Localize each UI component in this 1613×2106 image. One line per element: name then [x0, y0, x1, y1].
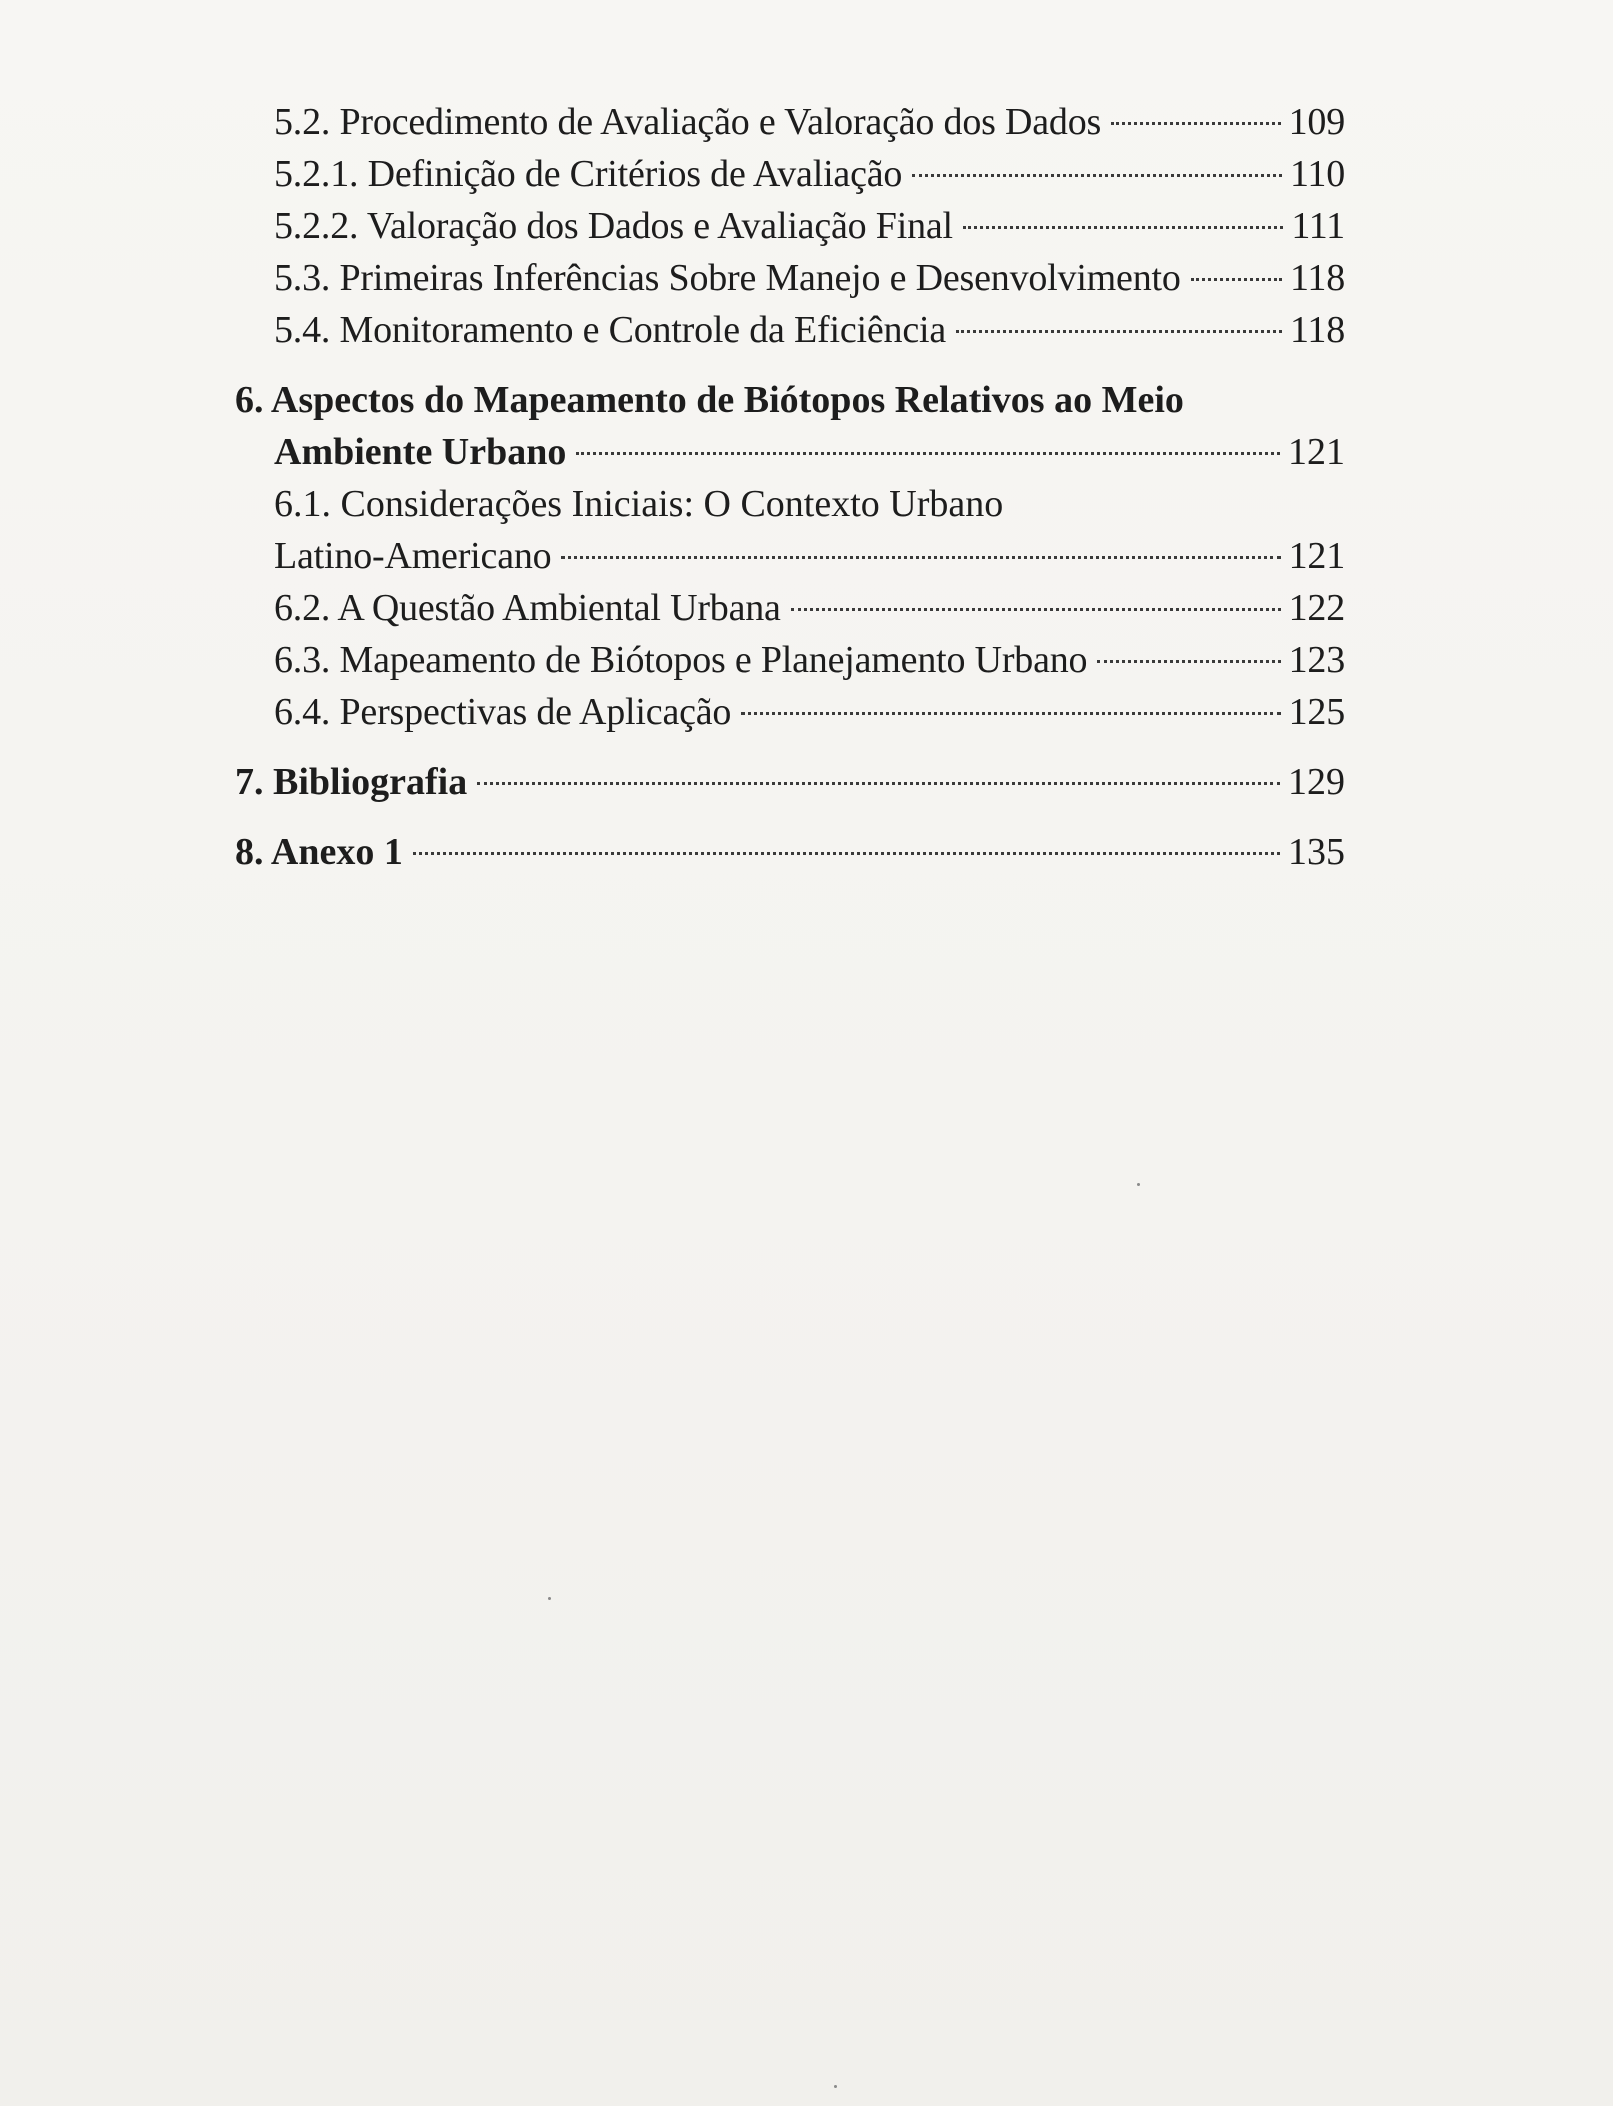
toc-entry-label: 5.3. Primeiras Inferências Sobre Manejo e Desenvolvimento	[274, 257, 1181, 299]
toc-entry-5-2-1[interactable]	[235, 148, 1345, 200]
dot-leader	[963, 226, 1284, 229]
toc-entry-page: 118	[1290, 257, 1345, 299]
toc-entry-page: 118	[1290, 309, 1345, 351]
toc-entry-continuation	[235, 530, 1345, 582]
toc-entry-5-4[interactable]	[235, 304, 1345, 356]
toc-entry-label: 5.4. Monitoramento e Controle da Eficiência	[274, 309, 947, 351]
toc-entry-5-3[interactable]	[235, 252, 1345, 304]
toc-entry-label: 5.2.2. Valoração dos Dados e Avaliação Final	[274, 205, 953, 247]
dot-leader	[956, 330, 1282, 333]
toc-entry-label: 7. Bibliografia	[235, 761, 468, 803]
toc-entry-page: 111	[1291, 205, 1345, 247]
dot-leader	[413, 852, 1280, 855]
toc-entry-label: 6.1. Considerações Iniciais: O Contexto Urbano	[274, 483, 1004, 525]
paper-speck	[548, 1597, 551, 1600]
dot-leader	[1111, 122, 1280, 125]
toc-entry-label: 5.2. Procedimento de Avaliação e Valoração dos Dados	[274, 101, 1102, 143]
toc-entry-page: 123	[1288, 639, 1345, 681]
toc-entry-page: 135	[1288, 831, 1345, 873]
toc-entry-label: Latino-Americano	[274, 535, 552, 577]
toc-entry-5-2-2[interactable]	[235, 200, 1345, 252]
toc-entry-5-2[interactable]	[235, 96, 1345, 148]
toc-entry-label: 5.2.1. Definição de Critérios de Avaliação	[274, 153, 903, 195]
toc-entry-6-2[interactable]	[235, 582, 1345, 634]
toc-entry-page: 109	[1288, 101, 1345, 143]
toc-entry-6-4[interactable]	[235, 686, 1345, 738]
table-of-contents	[235, 96, 1345, 878]
toc-entry-page: 125	[1288, 691, 1345, 733]
toc-entry-page: 122	[1288, 587, 1345, 629]
paper-speck	[834, 2085, 837, 2088]
chapter-title-line: Ambiente Urbano	[274, 431, 567, 473]
toc-entry-6-1[interactable]	[235, 478, 1345, 582]
dot-leader	[576, 452, 1280, 455]
toc-entry-page: 121	[1288, 431, 1345, 473]
paper-speck	[1137, 1183, 1140, 1186]
dot-leader	[912, 174, 1282, 177]
dot-leader	[561, 556, 1280, 559]
toc-chapter-6[interactable]	[235, 374, 1345, 478]
toc-chapter-7[interactable]	[235, 756, 1345, 808]
toc-entry-6-3[interactable]	[235, 634, 1345, 686]
toc-entry-label: 6.2. A Questão Ambiental Urbana	[274, 587, 781, 629]
dot-leader	[791, 608, 1281, 611]
toc-entry-label: 6.3. Mapeamento de Biótopos e Planejamento Urbano	[274, 639, 1088, 681]
toc-entry-label: 8. Anexo 1	[235, 831, 403, 873]
dot-leader	[1097, 660, 1280, 663]
toc-entry-label: 6.4. Perspectivas de Aplicação	[274, 691, 732, 733]
toc-chapter-8[interactable]	[235, 826, 1345, 878]
dot-leader	[1191, 278, 1282, 281]
toc-entry-page: 129	[1288, 761, 1345, 803]
chapter-title-line: 6. Aspectos do Mapeamento de Biótopos Relativos ao Meio	[235, 379, 1184, 421]
dot-leader	[477, 782, 1280, 785]
chapter-title-continuation	[235, 426, 1345, 478]
dot-leader	[741, 712, 1280, 715]
toc-entry-page: 121	[1288, 535, 1345, 577]
toc-entry-page: 110	[1290, 153, 1345, 195]
